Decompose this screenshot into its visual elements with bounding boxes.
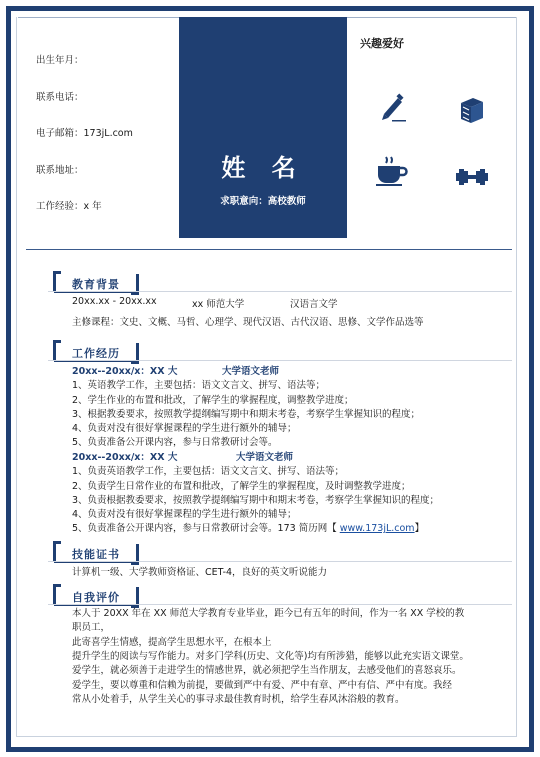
- info-phone-row: [36, 89, 181, 126]
- self-line-7: 常从小处着手，从学生关心的事寻求最佳教育时机，给学生春风沐浴般的教育。: [72, 694, 405, 705]
- section-skills-title: 技能证书: [72, 548, 120, 561]
- info-birth: 出生年月：: [36, 55, 84, 66]
- coffee-cup-icon: [374, 153, 408, 187]
- section-self-header: [53, 587, 139, 605]
- job-1-item-1: 1、英语教学工作，主要包括：语文文言文、拼写、语法等；: [72, 380, 326, 391]
- inner-border-right: [516, 17, 517, 736]
- job-2-item-5: 5、负责准备公开课内容，参与日常教研讨会等。173 简历网【 www.173jL.com】: [72, 523, 425, 534]
- info-experience: 工作经验：x 年: [36, 201, 102, 212]
- job-1-item-3: 3、根据教委要求，按照教学提纲编写期中和期末考卷，考察学生掌握知识的程度；: [72, 409, 421, 420]
- education-dates: 20xx.xx - 20xx.xx: [72, 296, 157, 307]
- website-link[interactable]: www.173jL.com: [339, 523, 415, 534]
- dumbbell-icon: [455, 160, 489, 194]
- info-email: 电子邮箱：173jL.com: [36, 128, 133, 139]
- education-major: 汉语言文学: [290, 299, 338, 310]
- self-line-3: 此寄喜学生情感，提高学生思想水平，在根本上: [72, 637, 272, 648]
- self-line-4: 提升学生的阅读与写作能力。对多门学科(历史、文化等)均有所涉猎，能够以此充实语文课堂。: [72, 651, 469, 662]
- info-birth-row: [36, 52, 181, 89]
- candidate-name: 姓 名: [221, 154, 305, 182]
- pencil-icon: [376, 90, 410, 124]
- info-phone: 联系电话：: [36, 91, 84, 103]
- info-address: 联系地址：: [36, 164, 84, 176]
- info-email-row: [36, 125, 181, 162]
- education-courses: 主修课程：文史、文概、马哲、心理学、现代汉语、古代汉语、思修、文学作品选等: [72, 317, 424, 328]
- section-education-line: [48, 291, 512, 292]
- section-work-title: 工作经历: [72, 347, 120, 360]
- self-line-6: 爱学生，要以尊重和信赖为前提，要做到严中有爱、严中有章、严中有信、严中有度。我经: [72, 680, 453, 691]
- job-1-item-5: 5、负责准备公开课内容，参与日常教研讨会等。: [72, 437, 278, 448]
- job-2-item-3: 3、负责根据教委要求，按照教学提纲编写期中和期末考卷，考察学生掌握知识的程度；: [72, 495, 440, 506]
- job-1-period: 20xx--20xx/x：XX 大: [72, 366, 178, 377]
- job-2-period: 20xx--20xx/x：XX 大: [72, 452, 178, 463]
- hobbies-title: 兴趣爱好: [360, 37, 404, 50]
- job-1-item-2: 2、学生作业的布置和批改，了解学生的掌握程度，调整教学进度；: [72, 395, 354, 406]
- self-line-5: 爱学生，就必须善于走进学生的情感世界，就必须把学生当作朋友，去感受他们的喜怒哀乐。: [72, 665, 462, 676]
- info-experience-row: [36, 198, 181, 235]
- job-2-role: 大学语文老师: [236, 452, 294, 463]
- info-address-row: [36, 162, 181, 199]
- job-intention: 求职意向：高校教师: [220, 196, 306, 207]
- section-education-title: 教育背景: [72, 278, 120, 291]
- job-2-item-2: 2、负责学生日常作业的布置和批改，了解学生的掌握程度，及时调整教学进度；: [72, 481, 411, 492]
- self-line-2: 职员工，: [72, 622, 111, 633]
- job-1-item-4: 4、负责对没有很好掌握课程的学生进行额外的辅导；: [72, 423, 297, 434]
- skills-text: 计算机一级、大学教师资格证、CET-4，良好的英文听说能力: [72, 567, 328, 578]
- job-1-role: 大学语文老师: [222, 366, 280, 377]
- personal-info: [36, 52, 181, 235]
- section-skills-header: [53, 544, 139, 562]
- header-divider: [26, 249, 512, 250]
- section-work-line: [48, 360, 512, 361]
- name-panel: [179, 17, 347, 238]
- section-education-header: [53, 274, 139, 292]
- books-icon: [455, 93, 489, 127]
- job-2-item-1: 1、负责英语教学工作，主要包括：语文文言文、拼写、语法等；: [72, 466, 345, 477]
- education-school: xx 师范大学: [192, 299, 245, 310]
- inner-border-left: [16, 17, 17, 736]
- self-line-1: 本人于 20XX 年在 XX 师范大学教育专业毕业，距今已有五年的时间，作为一名 XX 学校的教: [72, 608, 465, 619]
- section-work-header: [53, 343, 139, 361]
- inner-border-bottom: [16, 736, 517, 737]
- section-skills-line: [48, 561, 512, 562]
- job-2-item-4: 4、负责对没有很好掌握课程的学生进行额外的辅导；: [72, 509, 297, 520]
- section-self-title: 自我评价: [72, 591, 120, 604]
